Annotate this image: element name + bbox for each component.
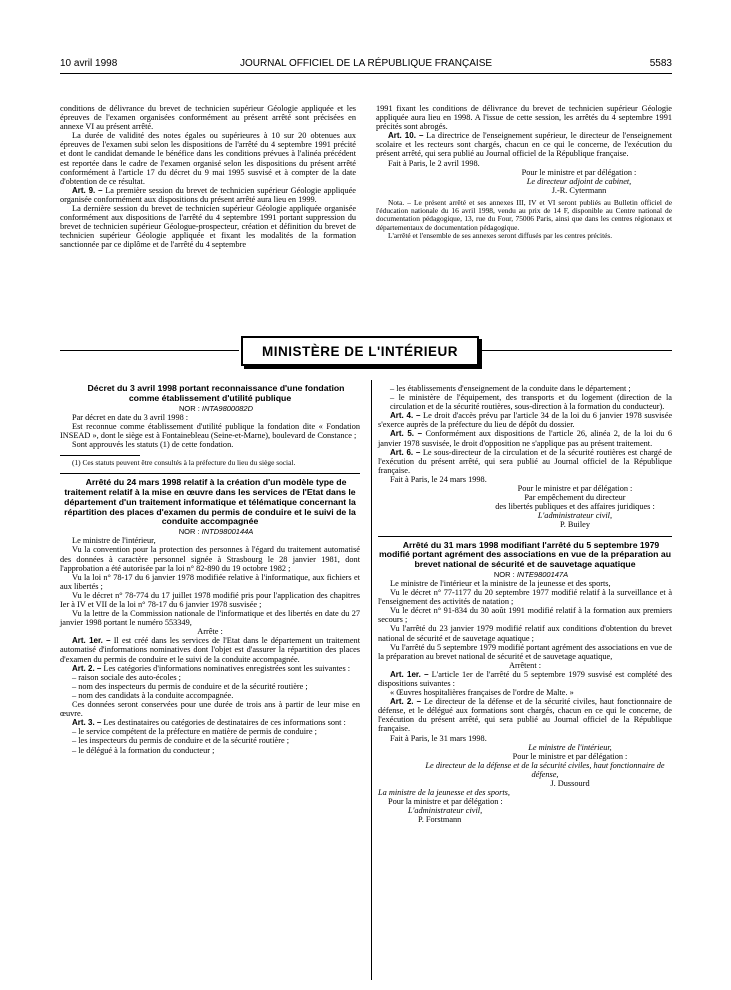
- article-1: Art. 1er. – Il est créé dans les services de l'Etat dans le département un traitement automatisé d'informations nominatives dont l'objet est d'assurer la répartition des places d'examen du permis de conduire et le suivi de la conduite accompagnée.: [60, 636, 361, 664]
- paragraph: Est reconnue comme établissement d'utilité publique la fondation dite « Fondation INSEAD », dont le siège est à Fontainebleau (Seine-et-Marne), boulevard de Constance ;: [60, 421, 360, 440]
- signature-name: J.-R. Cytermann: [551, 185, 607, 195]
- nor-reference: NOR : INTE9800147A: [493, 569, 569, 579]
- list-item: – raison sociale des auto-écoles ;: [72, 673, 360, 682]
- signature-line: Pour la ministre et par délégation :: [388, 797, 503, 807]
- paragraph: La dernière session du brevet de technicien supérieur Géologie appliquée organisée conformément aux dispositions de l'arrêté du 4 septembre 1991 portant suppression du brevet de technicien supérieur Géologue-prospecteur, création et définition du brevet de technicien supérieur Géologie appliquée et fixant les modalités de la formation sanctionnée par ce diplôme et de l'arrêté du 4 septembre: [60, 204, 356, 250]
- list: [60, 673, 360, 700]
- paragraph: Le ministre de l'intérieur et la ministre de la jeunesse et des sports,: [390, 578, 611, 588]
- arretent-word: Arrêtent :: [508, 660, 542, 670]
- header-date: 10 avril 1998: [60, 58, 118, 69]
- paragraph: Vu la lettre de la Commission nationale de l'informatique et des libertés en date du 27 janvier 1998 portant le numéro 553349,: [60, 609, 360, 628]
- top-left-column: [60, 104, 356, 250]
- journal-title: JOURNAL OFFICIEL DE LA RÉPUBLIQUE FRANÇAISE: [239, 58, 493, 69]
- nor-reference: NOR : INTA9800082D: [178, 403, 254, 413]
- done-at: Fait à Paris, le 24 mars 1998.: [390, 474, 487, 484]
- section-rule: [378, 536, 672, 537]
- paragraph: conditions de délivrance du brevet de technicien supérieur Géologie appliquée et les épreuves de l'examen organisées conformément au présent arrêté sont précisées en annexe VI au présent arrêté.: [60, 104, 356, 132]
- article-label: Art. 3. –: [72, 718, 102, 728]
- quote: « Œuvres hospitalières françaises de l'ordre de Malte. »: [390, 688, 574, 698]
- paragraph: Vu l'arrêté du 5 septembre 1979 modifié portant agrément des associations en vue de la préparation au brevet national de sécurité et de sauvetage aquatique,: [378, 642, 672, 661]
- article-4: Art. 4. – Le droit d'accès prévu par l'article 34 de la loi du 6 janvier 1978 susvisée s'exerce auprès de la préfecture du lieu de dépôt du dossier.: [378, 411, 673, 430]
- done-at: Fait à Paris, le 2 avril 1998.: [388, 158, 480, 168]
- paragraph: Vu le décret n° 91-834 du 30 août 1991 modifié relatif à la formation aux premiers secours ;: [378, 606, 672, 625]
- page-header: [60, 58, 672, 72]
- page-number: 5583: [649, 58, 672, 69]
- paragraph: Le ministre de l'intérieur,: [72, 536, 156, 546]
- article-10: Art. 10. – La directrice de l'enseignement supérieur, le directeur de l'enseignement scolaire et les recteurs sont chargés, chacun en ce qui le concerne, de l'exécution du présent arrêté, qui sera publié au Journal officiel de la République française.: [376, 131, 672, 159]
- list-item: – le ministère de l'équipement, des transports et du logement (direction de la circulation et de la sécurité routières, sous-direction à la formation du conducteur).: [390, 393, 672, 411]
- signature-line: Pour le ministre et par délégation :: [512, 751, 628, 761]
- article-label: Art. 6. –: [390, 447, 421, 457]
- nota-2: L'arrêté et l'ensemble de ses annexes seront diffusés par les centres précités.: [388, 230, 613, 240]
- paragraph: Vu l'arrêté du 23 janvier 1979 modifié relatif aux conditions d'obtention du brevet national de sécurité et de sauvetage aquatique ;: [378, 624, 672, 643]
- paragraph: Vu le décret n° 77-1177 du 20 septembre 1977 modifié relatif à la surveillance et à l'enseignement des activités de natation ;: [378, 588, 672, 607]
- signature-title: L'administrateur civil,: [408, 806, 483, 816]
- signature-name: P. Forstmann: [418, 815, 462, 825]
- article-label: Art. 1er. –: [72, 636, 111, 646]
- signature-name: J. Dussourd: [550, 779, 590, 789]
- signature-title: L'administrateur civil,: [537, 511, 613, 521]
- nor-reference: NOR : INTD9800144A: [178, 527, 254, 537]
- signature-name: P. Builey: [560, 520, 590, 530]
- signature-line: des libertés publiques et des affaires juridiques :: [495, 502, 655, 512]
- signature-title: La ministre de la jeunesse et des sports,: [378, 788, 510, 798]
- signature-line: Pour le ministre et par délégation :: [517, 484, 633, 494]
- list-item: – les établissements d'enseignement de la conduite dans le département ;: [390, 384, 672, 393]
- nota: Nota. – Le présent arrêté et ses annexes III, IV et VI seront publiés au Bulletin officiel de l'éducation nationale du 16 avril 1998, vendu au prix de 14 F, disponible au Centre national de documentation pédagogique, 13, rue du Four, 75006 Paris, ainsi que dans les centres régionaux et départementaux de documentation pédagogique.: [376, 197, 672, 232]
- paragraph: Par décret en date du 3 avril 1998 :: [72, 412, 189, 422]
- paragraph: Vu le décret n° 78-774 du 17 juillet 1978 modifié pris pour l'application des chapitres Ier à IV et VII de la loi n° 78-17 du 6 janvier 1978 susvisée ;: [60, 590, 360, 609]
- list-item: – nom des candidats à la conduite accompagnée.: [72, 691, 360, 700]
- article-label: Art. 1er. –: [390, 669, 429, 679]
- column-divider: [371, 380, 372, 980]
- article-9: Art. 9. – La première session du brevet de technicien supérieur Géologie appliquée organisée conformément aux dispositions du présent arrêté aura lieu en 1999.: [60, 185, 356, 204]
- arrete-title: Arrêté du 31 mars 1998 modifiant l'arrêté du 5 septembre 1979 modifié portant agrément des associations en vue de la préparation au brevet national de sécurité et de sauvetage aquatique: [378, 539, 672, 570]
- signature-line: Par empêchement du directeur: [524, 493, 626, 503]
- article-2: Art. 2. – Les catégories d'informations nominatives enregistrées sont les suivantes :: [72, 663, 351, 673]
- paragraph: 1991 fixant les conditions de délivrance du brevet de technicien supérieur Géologie appliquée aura lieu en 1998. A l'issue de cette session, les arrêtés du 4 septembre 1991 précités sont abrogés.: [376, 104, 672, 132]
- top-right-column: [376, 104, 672, 240]
- footnote: (1) Ces statuts peuvent être consultés à la préfecture du lieu du siège social.: [72, 458, 296, 468]
- article-label: Art. 2. –: [390, 697, 422, 707]
- paragraph: Sont approuvés les statuts (1) de cette fondation.: [72, 439, 234, 449]
- signature-line: Pour le ministre et par délégation :: [521, 167, 637, 177]
- article-3: Art. 3. – Les destinataires ou catégories de destinataires de ces informations sont :: [72, 718, 346, 728]
- lower-right-column: [378, 384, 672, 825]
- article-label: Art. 9. –: [72, 185, 103, 195]
- list-item: – les inspecteurs du permis de conduire et de la sécurité routière ;: [72, 736, 360, 745]
- article-label: Art. 4. –: [390, 411, 421, 421]
- section-rule: [60, 473, 360, 474]
- arrete-title: Arrêté du 24 mars 1998 relatif à la création d'un modèle type de traitement relatif à la mise en œuvre dans les services de l'Etat dans le département d'un traitement informatique et télématique concernant la répartition des places d'examen du permis de conduire et le suivi de la conduite accompagnée: [64, 477, 356, 527]
- banner-rule-right: [480, 350, 672, 351]
- lower-left-column: [60, 384, 360, 755]
- arrete-word: Arrête :: [197, 627, 223, 637]
- signature-title: Le directeur de la défense et de la sécurité civiles, haut fonctionnaire de défense,: [425, 760, 665, 779]
- banner-rule-left: [60, 350, 239, 351]
- article-6: Art. 6. – Le sous-directeur de la circulation et de la sécurité routières est chargé de l'exécution du présent arrêté, qui sera publié au Journal officiel de la République française.: [378, 447, 672, 475]
- ministry-heading: MINISTÈRE DE L'INTÉRIEUR: [241, 336, 479, 366]
- paragraph: Ces données seront conservées pour une durée de trois ans à partir de leur mise en œuvre.: [60, 700, 360, 719]
- article-1: Art. 1er. – L'article 1er de l'arrêté du 5 septembre 1979 susvisé est complété des dispositions suivantes :: [378, 669, 672, 689]
- list-item: – le délégué à la formation du conducteur ;: [72, 746, 360, 755]
- list-item: – le service compétent de la préfecture en matière de permis de conduire ;: [72, 727, 360, 736]
- paragraph: Vu la convention pour la protection des personnes à l'égard du traitement automatisé des données à caractère personnel signée à Strasbourg le 28 janvier 1981, dont l'approbation a été autorisée par la loi n° 82-890 du 19 octobre 1982 ;: [60, 545, 360, 573]
- signature-title: Le ministre de l'intérieur,: [528, 742, 612, 752]
- list-item: – nom des inspecteurs du permis de conduire et de la sécurité routière ;: [72, 682, 360, 691]
- article-label: Art. 2. –: [72, 663, 102, 673]
- paragraph: La durée de validité des notes égales ou supérieures à 10 sur 20 obtenues aux épreuves de l'examen subi selon les dispositions de l'arrêté du 4 septembre 1991 précité et dont le candidat demande le bénéfice dans les conditions prévues à l'alinéa précédent est reportée dans le cadre de l'examen organisé selon les dispositions du présent arrêté conformément à l'article 17 du décret du 9 mai 1995 susvisé et à compter de la date d'obtention de ce résultat.: [60, 131, 356, 186]
- signature-title: Le directeur adjoint de cabinet,: [526, 176, 632, 186]
- done-at: Fait à Paris, le 31 mars 1998.: [390, 733, 487, 743]
- header-rule: [60, 73, 672, 74]
- article-label: Art. 5. –: [390, 429, 423, 439]
- list: [378, 384, 672, 411]
- paragraph: Vu la loi n° 78-17 du 6 janvier 1978 modifiée relative à l'informatique, aux fichiers et aux libertés ;: [60, 572, 360, 591]
- article-label: Art. 10. –: [388, 131, 424, 141]
- article-5: Art. 5. – Conformément aux dispositions de l'article 26, alinéa 2, de la loi du 6 janvier 1978 susvisée, le droit d'opposition ne s'applique pas au présent traitement.: [378, 429, 673, 448]
- list: [60, 727, 360, 754]
- footnote-rule: [60, 455, 140, 456]
- article-2: Art. 2. – Le directeur de la défense et de la sécurité civiles, haut fonctionnaire de défense, et le délégué aux formations sont chargés, chacun en ce qui le concerne, de l'exécution du présent arrêté, qui sera publié au Journal officiel de la République française.: [378, 697, 672, 734]
- decree-title: Décret du 3 avril 1998 portant reconnaissance d'une fondation comme établissement d'utilité publique: [87, 383, 345, 403]
